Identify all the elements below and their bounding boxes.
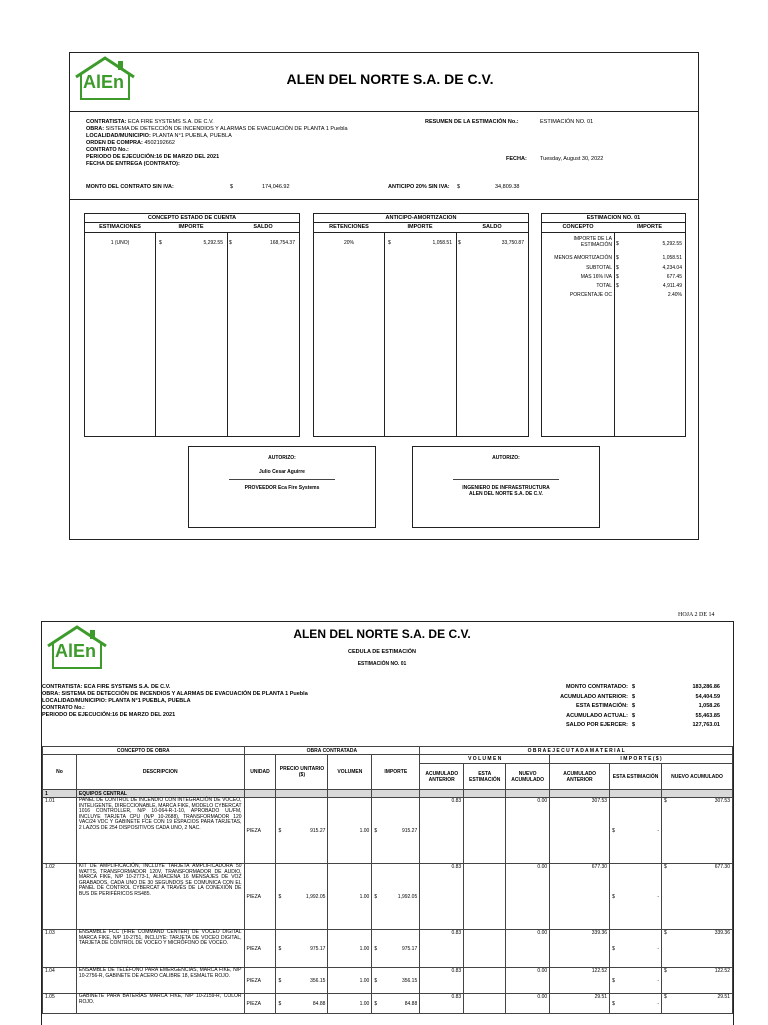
signature-box-ingeniero: AUTORIZO: INGENIERO DE INFRAESTRUCTURA ALEN DEL NORTE S.A. DE C.V.: [412, 446, 600, 528]
table-row: 1.05 GABINETE PARA BATERÍAS MARCA FIKE, N/P 10-2159-R, COLOR ROJO. PIEZA $ 84.88 1.00 $ 84.88 0.83 0.00 29.51 $ - $ 29.51: [43, 994, 733, 1014]
company-title: ALEN DEL NORTE S.A. DE C.V.: [286, 71, 494, 87]
signature-box-proveedor: AUTORIZO: Julio Cesar Aguirre PROVEEDOR Eca Fire Systems: [188, 446, 376, 528]
table-row: 1.02 KIT DE AMPLIFICACIÓN, INCLUYE TARJETA AMPLIFICADORA 50 WATTS, TRANSFORMADOR 120V, TRANSFORMADOR DE AUDIO, MARCA FIKE, N/P 10-2773-1, ALMACENA 16 MENSAJES DE VOZ GRABADOS, CADA UNO DE 30 SEGUNDOS SE COMUNICA CON EL PANEL DE CONTROL CYBERCAT A TRAVÉS DE LA CONEXIÓN DE BUS DE PERIFÉRICOS RS485. PIEZA $ 1,992.05 1.00 $ 1,992.05 0.83 0.00 677.30 $ - $ 677.30: [43, 864, 733, 930]
monto-label: MONTO DEL CONTRATO SIN IVA:: [86, 184, 174, 190]
contract-info: CONTRATISTA: ECA FIRE SYSTEMS S.A. DE C.V. OBRA: SISTEMA DE DETECCIÓN DE INCENDIOS Y ALARMAS DE EVACUACIÓN DE PLANTA 1 Puebla LOCALIDAD/MUNICIPIO: PLANTA N°1 PUEBLA, PUEBLA ORDEN DE COMPRA: 4502192662 CONTRATO No.: PERIODO DE EJECUCIÓN:16 DE MARZO DEL 2021 FECHA DE ENTREGA (CONTRATO):: [86, 119, 348, 167]
cedula-summary: MONTO CONTRATADO: $ 183,286.86 ACUMULADO ANTERIOR: $ 54,404.59 ESTA ESTIMACIÓN: $ 1,058.26 ACUMULADO ACTUAL: $ 55,463.85 SALDO POR EJERCER: $ 127,763.01: [560, 684, 720, 728]
monto-value: 174,046.92: [262, 184, 290, 190]
estimacion-number: ESTIMACIÓN NO. 01: [540, 119, 594, 125]
anticipo-table: ANTICIPO-AMORTIZACION RETENCIONES IMPORTE SALDO 20% $ 1,058.51 $ 33,750.87: [313, 213, 529, 437]
table-row: 1.01 PANEL DE CONTROL DE INCENDIO CON INTEGRACIÓN DE VOCEO, INTELIGENTE, DIRECCIONABLE, MARCA FIKE, MODELO CYBERCAT 1016 CONTROLLER, N/P 10-064-R-1-10, APROBADO UL/FM, INCLUYE TARJETA CPU (N/P 10-2688), TRANSFORMADOR 120 VAC/24 VDC Y GABINETE FCE CON 19 ESPACIOS PARA TARJETAS, 2 LAZOS DE 254 DISPOSITIVOS CADA UNO, 2 NAC. PIEZA $ 915.27 1.00 $ 915.27 0.83 0.00 307.53 $ - $ 307.53: [43, 798, 733, 864]
page-2: AlEn ALEN DEL NORTE S.A. DE C.V. CEDULA DE ESTIMACIÓN ESTIMACIÓN NO. 01 CONTRATISTA: ECA FIRE SYSTEMS S.A. DE C.V. OBRA: SISTEMA DE DETECCIÓN DE INCENDIOS Y ALARMAS DE EVACUACIÓN DE PLANTA 1 Puebla LOCALIDAD/MUNICIPIO: PLANTA N°1 PUEBLA, PUEBLA CONTRATO No.: PERIODO DE EJECUCIÓN:16 DE MARZO DEL 2021 MONTO CONTRATADO: $ 183,286.86 ACUMULADO ANTERIOR: $ 54,404.59 ESTA ESTIMACIÓN: $ 1,058.26 ACUMULADO ACTUAL: $ 55,463.85 SALDO POR EJERCER: $ 127,763.01 CONCEPTO DE OBRA OBRA CONTRATADA O B R A E J E C U T A D A M A T E R I A L No DESCRIPCION UNIDAD PRECIO UNITARIO ($) VOLUMEN IMPORTE V O L U M E N I M P O R T E ( $ ) ACUMULADO ANTERIOR ESTA ESTIMACIÓN NUEVO ACUMULADO ACUMULADO ANTERIOR ESTA ESTIMACIÓN NUEVO ACUMULADO 1 EQUIPOS CENTRAL 1.01 PANEL DE CONTROL DE INCENDIO CON INTEGRACIÓN DE VOCEO, INTELIGENTE, DIRECCIONABLE, MARCA FIKE, MODELO CYBERCAT 1016 CONTROLLER, N/P 10-064-R-1-10, APROBADO UL/FM, INCLUYE TARJETA CPU (N/P 10-2688), TRANSFORMADOR 120 VAC/24 VDC Y GABINETE FCE CON 19 ESPACIOS PARA TARJETAS, 2 LAZOS DE 254 DISPOSITIVOS CADA UNO, 2 NAC. PIEZA $ 915.27 1.00 $ 915.27 0.83 0.00 307.53 $ - $ 307.53 1.02 KIT DE AMPLIFICACIÓN, INCLUYE TARJETA AMPLIFICADORA 50 WATTS, TRANSFORMADOR 120V, TRANSFORMADOR DE AUDIO, MARCA FIKE, N/P 10-2773-1, ALMACENA 16 MENSAJES DE VOZ GRABADOS, CADA UNO DE 30 SEGUNDOS SE COMUNICA CON EL PANEL DE CONTROL CYBERCAT A TRAVÉS DE LA CONEXIÓN DE BUS DE PERIFÉRICOS RS485. PIEZA $ 1,992.05 1.00 $ 1,992.05 0.83 0.00 677.30 $ - $ 677.30 1.03 ENSAMBLE FCC (FIRE COMMAND CENTER) DE VOCEO DIGITAL MARCA FIKE, N/P 10-2751, INCLUYE: TARJETA DE VOCEO DIGITAL, TARJETA DE CONTROL DE VOCEO Y MICRÓFONO DE VOCEO. PIEZA $ 975.17 1.00 $ 975.17 0.83 0.00 339.36 $ - $ 339.36 1.04 ENSAMBLE DE TELÉFONO PARA EMERGENCIAS, MARCA FIKE, N/P 10-2756-R, GABINETE DE ACERO CALIBRE 18, ESMALTE ROJO. PIEZA $ 356.15 1.00 $ 356.15 0.83 0.00 122.52 $ - $ 122.52 1.05 GABINETE PARA BATERÍAS MARCA FIKE, N/P 10-2159-R, COLOR ROJO. PIEZA $ 84.88 1.00 $ 84.88 0.83 0.00 29.51 $ - $ 29.51: [41, 621, 734, 1025]
cedula-table: CONCEPTO DE OBRA OBRA CONTRATADA O B R A E J E C U T A D A M A T E R I A L No DESCRIPCION UNIDAD PRECIO UNITARIO ($) VOLUMEN IMPORTE V O L U M E N I M P O R T E ( $ ) ACUMULADO ANTERIOR ESTA ESTIMACIÓN NUEVO ACUMULADO ACUMULADO ANTERIOR ESTA ESTIMACIÓN NUEVO ACUMULADO 1 EQUIPOS CENTRAL 1.01 PANEL DE CONTROL DE INCENDIO CON INTEGRACIÓN DE VOCEO, INTELIGENTE, DIRECCIONABLE, MARCA FIKE, MODELO CYBERCAT 1016 CONTROLLER, N/P 10-064-R-1-10, APROBADO UL/FM, INCLUYE TARJETA CPU (N/P 10-2688), TRANSFORMADOR 120 VAC/24 VDC Y GABINETE FCE CON 19 ESPACIOS PARA TARJETAS, 2 LAZOS DE 254 DISPOSITIVOS CADA UNO, 2 NAC. PIEZA $ 915.27 1.00 $ 915.27 0.83 0.00 307.53 $ - $ 307.53 1.02 KIT DE AMPLIFICACIÓN, INCLUYE TARJETA AMPLIFICADORA 50 WATTS, TRANSFORMADOR 120V, TRANSFORMADOR DE AUDIO, MARCA FIKE, N/P 10-2773-1, ALMACENA 16 MENSAJES DE VOZ GRABADOS, CADA UNO DE 30 SEGUNDOS SE COMUNICA CON EL PANEL DE CONTROL CYBERCAT A TRAVÉS DE LA CONEXIÓN DE BUS DE PERIFÉRICOS RS485. PIEZA $ 1,992.05 1.00 $ 1,992.05 0.83 0.00 677.30 $ - $ 677.30 1.03 ENSAMBLE FCC (FIRE COMMAND CENTER) DE VOCEO DIGITAL MARCA FIKE, N/P 10-2751, INCLUYE: TARJETA DE VOCEO DIGITAL, TARJETA DE CONTROL DE VOCEO Y MICRÓFONO DE VOCEO. PIEZA $ 975.17 1.00 $ 975.17 0.83 0.00 339.36 $ - $ 339.36 1.04 ENSAMBLE DE TELÉFONO PARA EMERGENCIAS, MARCA FIKE, N/P 10-2756-R, GABINETE DE ACERO CALIBRE 18, ESMALTE ROJO. PIEZA $ 356.15 1.00 $ 356.15 0.83 0.00 122.52 $ - $ 122.52 1.05 GABINETE PARA BATERÍAS MARCA FIKE, N/P 10-2159-R, COLOR ROJO. PIEZA $ 84.88 1.00 $ 84.88 0.83 0.00 29.51 $ - $ 29.51: [42, 746, 733, 1014]
estado-cuenta-table: CONCEPTO ESTADO DE CUENTA ESTIMACIONES IMPORTE SALDO 1 (UNO) $ 5,292.55 $ 168,754.37: [84, 213, 300, 437]
logo-text: AlEn: [83, 72, 125, 92]
company-title-2: ALEN DEL NORTE S.A. DE C.V.: [293, 627, 471, 641]
page-1: AlEn ALEN DEL NORTE S.A. DE C.V. CONTRATISTA: ECA FIRE SYSTEMS S.A. DE C.V. OBRA: SISTEMA DE DETECCIÓN DE INCENDIOS Y ALARMAS DE EVACUACIÓN DE PLANTA 1 Puebla LOCALIDAD/MUNICIPIO: PLANTA N°1 PUEBLA, PUEBLA ORDEN DE COMPRA: 4502192662 CONTRATO No.: PERIODO DE EJECUCIÓN:16 DE MARZO DEL 2021 FECHA DE ENTREGA (CONTRATO): MONTO DEL CONTRATO SIN IVA: $ 174,046.92 RESUMEN DE LA ESTIMACIÓN No.: ESTIMACIÓN NO. 01 FECHA: Tuesday, August 30, 2022 ANTICIPO 20% SIN IVA: $ 34,809.38 CONCEPTO ESTADO DE CUENTA ESTIMACIONES IMPORTE SALDO 1 (UNO) $ 5,292.55 $ 168,754.37 ANTICIPO-AMORTIZACION RETENCIONES IMPORTE SALDO 20% $ 1,058.51 $ 33,750.87 ESTIMACION NO. 01 CONCEPTO IMPORTE IMPORTE DE LA ESTIMACIÓN $ 5,292.55 MENOS AMORTIZACIÓN $ 1,058.51 SUBTOTAL $ 4,234.04 MAS 16% IVA $ 677.45 TOTAL $ 4,911.49 PORCENTAJE OC 2.40% AUTORIZO: Julio Cesar Aguirre PROVEEDOR Eca Fire Systems AUTORIZO: INGENIERO DE INFRAESTRUCTURA ALEN DEL NORTE S.A. DE C.V.: [69, 52, 699, 540]
estimacion-table: ESTIMACION NO. 01 CONCEPTO IMPORTE IMPORTE DE LA ESTIMACIÓN $ 5,292.55 MENOS AMORTIZACIÓN $ 1,058.51 SUBTOTAL $ 4,234.04 MAS 16% IVA $ 677.45 TOTAL $ 4,911.49 PORCENTAJE OC 2.40%: [541, 213, 686, 437]
cedula-info: CONTRATISTA: ECA FIRE SYSTEMS S.A. DE C.V. OBRA: SISTEMA DE DETECCIÓN DE INCENDIOS Y ALARMAS DE EVACUACIÓN DE PLANTA 1 Puebla LOCALIDAD/MUNICIPIO: PLANTA N°1 PUEBLA, PUEBLA CONTRATO No.: PERIODO DE EJECUCIÓN:16 DE MARZO DEL 2021: [42, 684, 308, 718]
alen-logo: [72, 55, 138, 103]
table-row: 1.04 ENSAMBLE DE TELÉFONO PARA EMERGENCIAS, MARCA FIKE, N/P 10-2756-R, GABINETE DE ACERO CALIBRE 18, ESMALTE ROJO. PIEZA $ 356.15 1.00 $ 356.15 0.83 0.00 122.52 $ - $ 122.52: [43, 968, 733, 994]
anticipo-value: 34,809.38: [495, 184, 520, 190]
alen-logo-2: AlEn: [44, 624, 110, 672]
cedula-title: CEDULA DE ESTIMACIÓN: [348, 649, 416, 655]
page-number: HOJA 2 DE 14: [678, 612, 715, 618]
fecha-value: Tuesday, August 30, 2022: [540, 156, 604, 162]
table-row: 1.03 ENSAMBLE FCC (FIRE COMMAND CENTER) DE VOCEO DIGITAL MARCA FIKE, N/P 10-2751, INCLUYE: TARJETA DE VOCEO DIGITAL, TARJETA DE CONTROL DE VOCEO Y MICRÓFONO DE VOCEO. PIEZA $ 975.17 1.00 $ 975.17 0.83 0.00 339.36 $ - $ 339.36: [43, 930, 733, 968]
section-row: 1 EQUIPOS CENTRAL: [43, 790, 733, 798]
